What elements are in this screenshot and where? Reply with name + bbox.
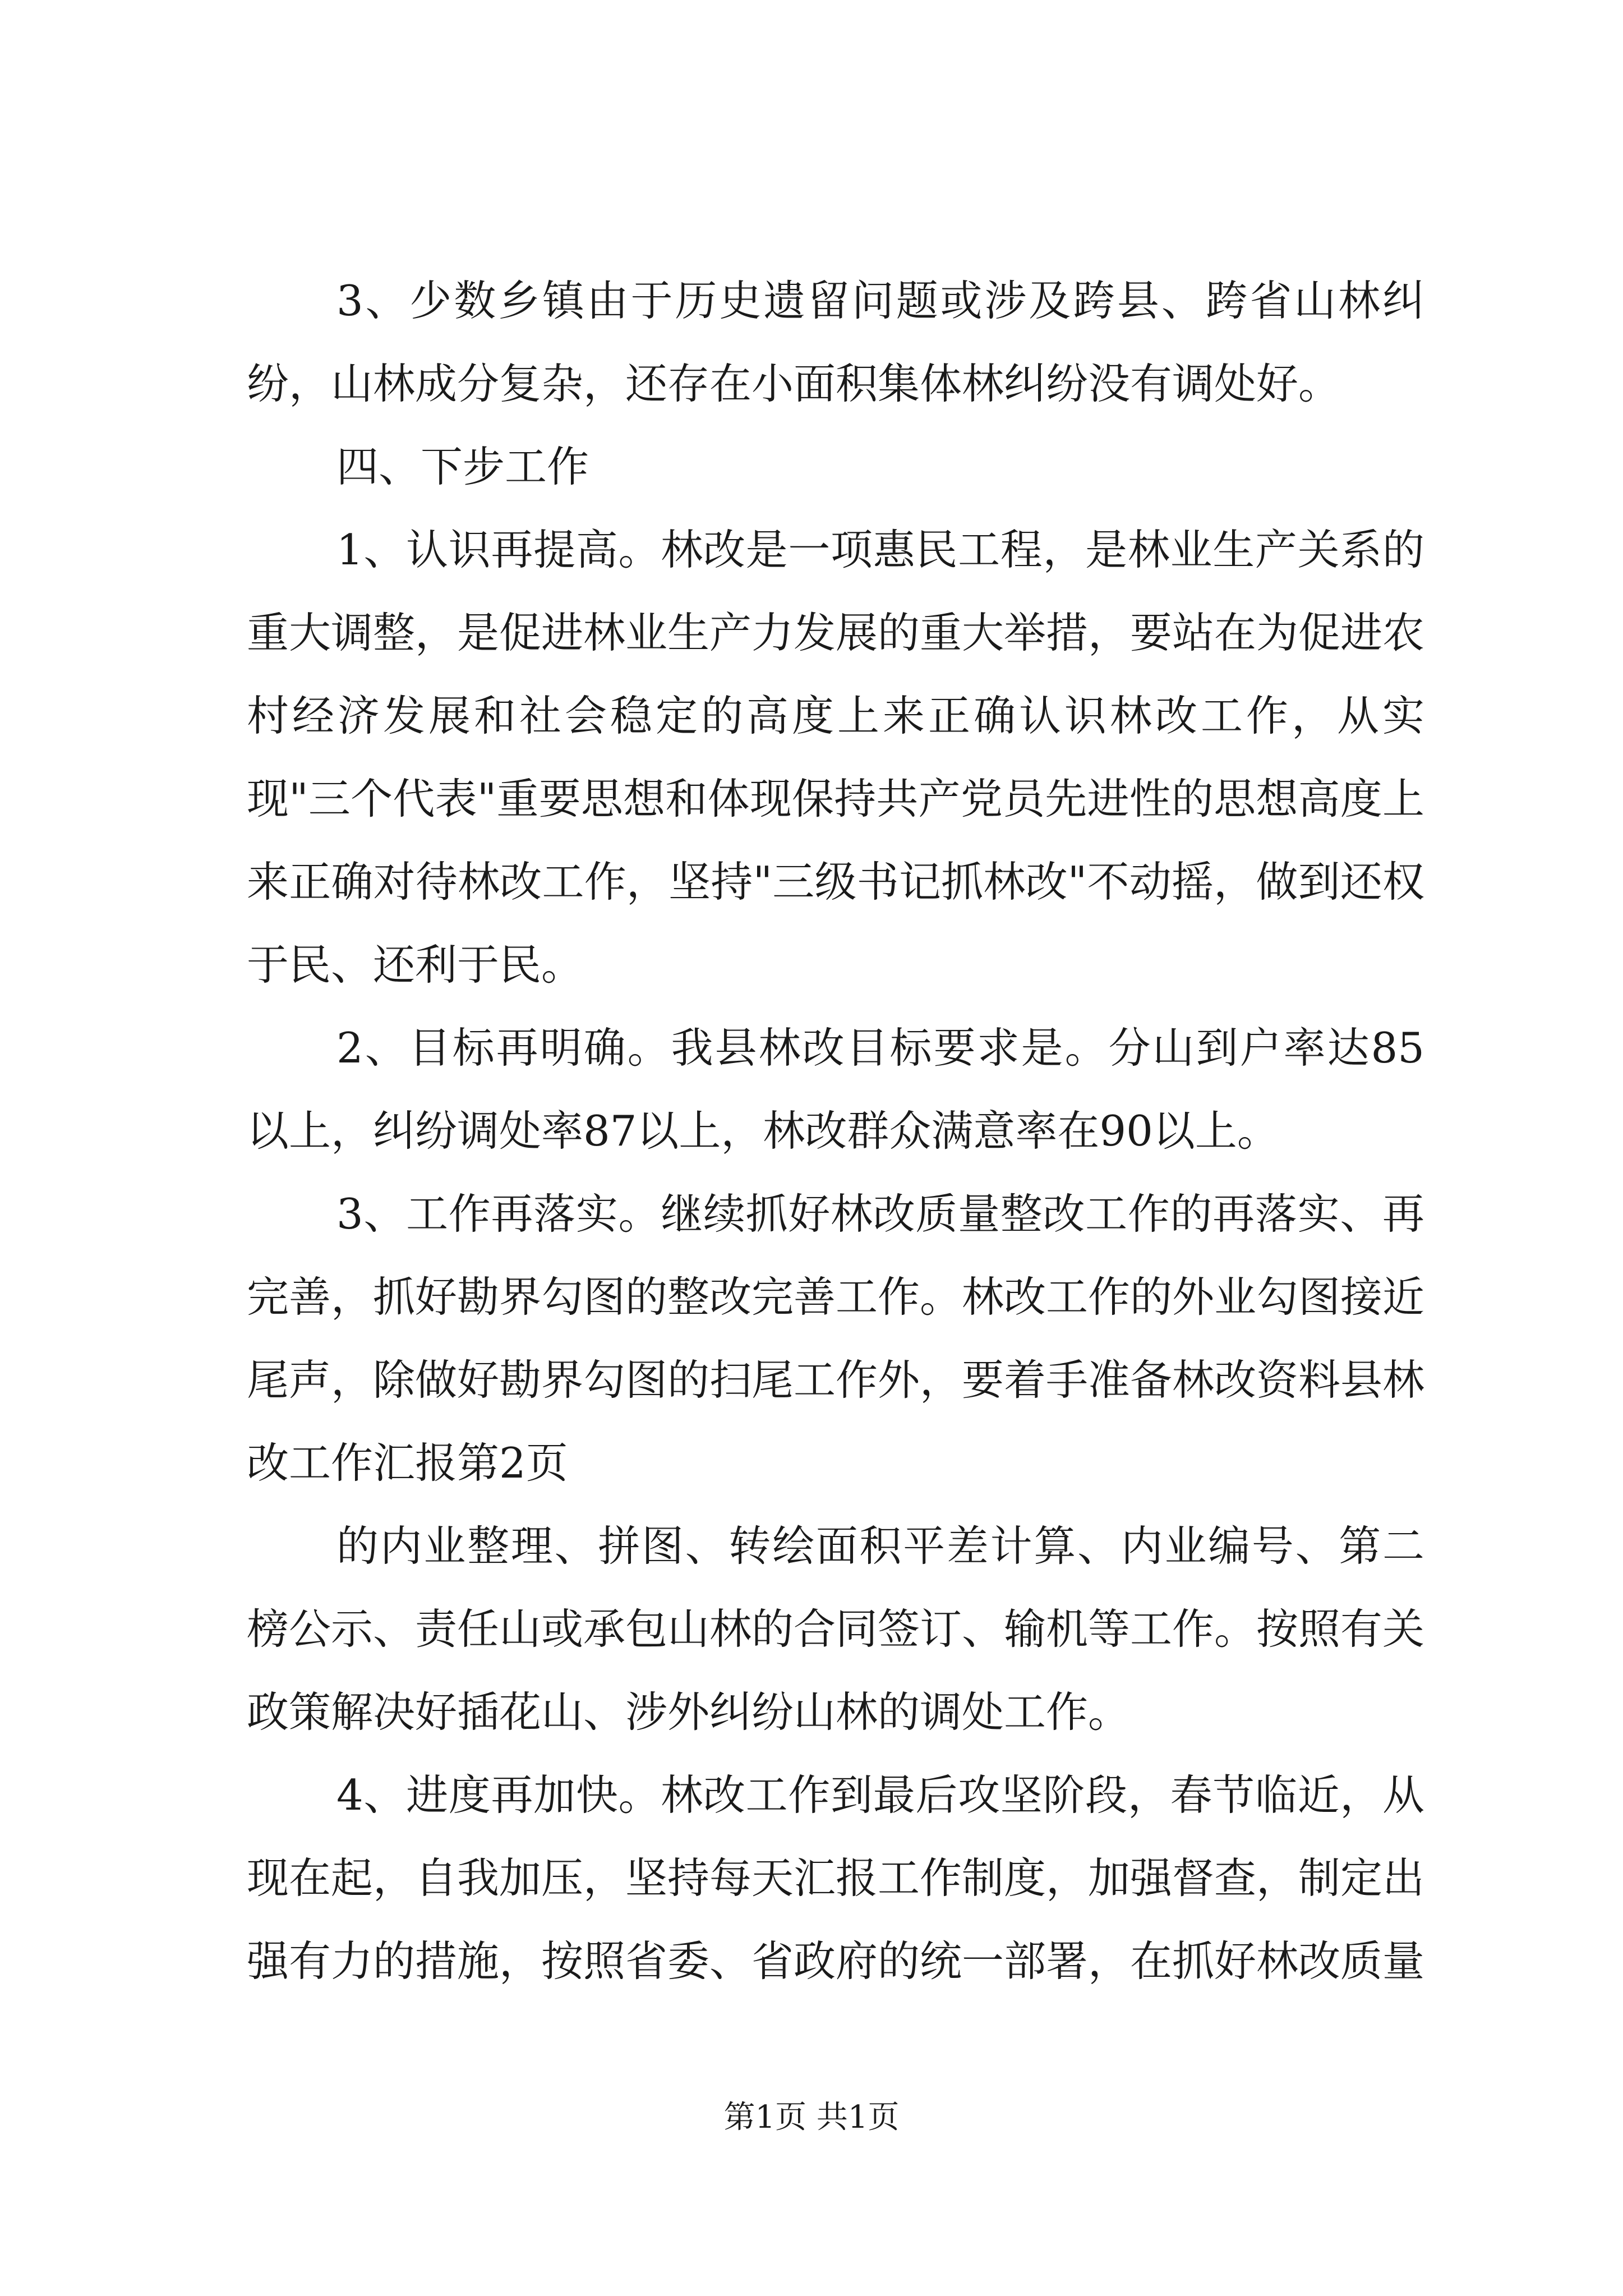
page-number-footer: 第1页 共1页	[723, 2099, 900, 2136]
paragraph-step-2: 2、目标再明确。我县林改目标要求是。分山到户率达85以上，纠纷调处率87以上，林改群众满意率在90以上。	[247, 1023, 1424, 1156]
paragraph-step-3: 3、工作再落实。继续抓好林改质量整改工作的再落实、再完善，抓好勘界勾图的整改完善工作。林改工作的外业勾图接近尾声，除做好勘界勾图的扫尾工作外，要着手准备林改资料县林改工作汇报第2页	[247, 1189, 1425, 1488]
paragraph-step-1: 1、认识再提高。林改是一项惠民工程，是林业生产关系的重大调整，是促进林业生产力发展的重大举措，要站在为促进农村经济发展和社会稳定的高度上来正确认识林改工作，从实现"三个代表"重要思想和体现保持共产党员先进性的思想高度上来正确对待林改工作，坚持"三级书记抓林改"不动摇，做到还权于民、还利于民。	[247, 525, 1425, 990]
document-body	[247, 259, 1424, 2003]
section-heading-next-steps: 四、下步工作	[336, 442, 589, 491]
paragraph-issue-3: 3、少数乡镇由于历史遗留问题或涉及跨县、跨省山林纠纷，山林成分复杂，还存在小面积集体林纠纷没有调处好。	[247, 276, 1424, 408]
paragraph-step-4: 4、进度再加快。林改工作到最后攻坚阶段，春节临近，从现在起，自我加压，坚持每天汇报工作制度，加强督查，制定出强有力的措施，按照省委、省政府的统一部署，在抓好林改质量	[247, 1770, 1425, 1986]
paragraph-step-3-continued: 的内业整理、拼图、转绘面积平差计算、内业编号、第二榜公示、责任山或承包山林的合同签订、输机等工作。按照有关政策解决好插花山、涉外纠纷山林的调处工作。	[247, 1521, 1425, 1737]
